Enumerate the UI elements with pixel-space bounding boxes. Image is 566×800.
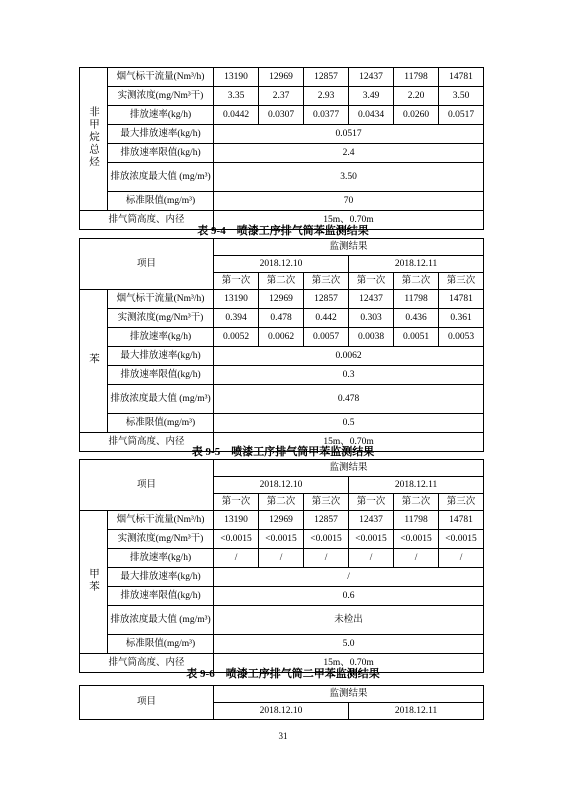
value-cell: 0.0038 (349, 328, 394, 347)
merged-value: 70 (214, 192, 484, 211)
value-cell: 0.0307 (259, 106, 304, 125)
row-label: 最大排放速率(kg/h) (108, 347, 214, 366)
value-cell: / (439, 549, 484, 568)
value-cell: 12857 (304, 290, 349, 309)
value-cell: 0.442 (304, 309, 349, 328)
run-header: 第一次 (214, 494, 259, 511)
row-label: 标准限值(mg/m³) (108, 635, 214, 654)
row-label: 排放浓度最大值 (mg/m³) (108, 385, 214, 414)
row-label: 排放速率(kg/h) (108, 549, 214, 568)
value-cell: 2.20 (394, 87, 439, 106)
run-header: 第一次 (214, 273, 259, 290)
item-header: 项目 (80, 686, 214, 720)
row-label: 排放浓度最大值 (mg/m³) (108, 606, 214, 635)
value-cell: / (259, 549, 304, 568)
merged-value: 0.6 (214, 587, 484, 606)
value-cell: 2.93 (304, 87, 349, 106)
value-cell: 0.0442 (214, 106, 259, 125)
value-cell: 13190 (214, 68, 259, 87)
benzene-table (79, 238, 484, 452)
date-header: 2018.12.11 (349, 477, 484, 494)
run-header: 第二次 (259, 494, 304, 511)
merged-value: 3.50 (214, 163, 484, 192)
value-cell: 14781 (439, 511, 484, 530)
value-cell: 0.0377 (304, 106, 349, 125)
value-cell: 0.303 (349, 309, 394, 328)
value-cell: 3.49 (349, 87, 394, 106)
item-header: 项目 (80, 239, 214, 290)
row-label: 实测浓度(mg/Nm³干) (108, 309, 214, 328)
value-cell: / (394, 549, 439, 568)
merged-value: 0.478 (214, 385, 484, 414)
run-header: 第三次 (304, 273, 349, 290)
date-header: 2018.12.11 (349, 256, 484, 273)
date-header: 2018.12.10 (214, 703, 349, 720)
value-cell: 11798 (394, 68, 439, 87)
footer-label: 排气筒高度、内径 (80, 433, 214, 452)
run-header: 第二次 (394, 273, 439, 290)
merged-value: 0.5 (214, 414, 484, 433)
value-cell: / (349, 549, 394, 568)
value-cell: / (214, 549, 259, 568)
row-label: 排放速率限值(kg/h) (108, 366, 214, 385)
merged-value: 5.0 (214, 635, 484, 654)
results-header: 监测结果 (214, 686, 484, 703)
value-cell: 11798 (394, 290, 439, 309)
value-cell: 3.50 (439, 87, 484, 106)
value-cell: 0.436 (394, 309, 439, 328)
value-cell: <0.0015 (439, 530, 484, 549)
value-cell: 13190 (214, 290, 259, 309)
row-label: 烟气标干流量(Nm³/h) (108, 511, 214, 530)
value-cell: 12969 (259, 511, 304, 530)
value-cell: 14781 (439, 68, 484, 87)
row-label: 烟气标干流量(Nm³/h) (108, 290, 214, 309)
value-cell: 12437 (349, 290, 394, 309)
date-header: 2018.12.11 (349, 703, 484, 720)
row-label: 排放浓度最大值 (mg/m³) (108, 163, 214, 192)
row-label: 实测浓度(mg/Nm³干) (108, 530, 214, 549)
run-header: 第一次 (349, 273, 394, 290)
table-title: 表 9-6 喷漆工序排气筒二甲苯监测结果 (186, 668, 380, 680)
value-cell: 2.37 (259, 87, 304, 106)
value-cell: 0.0051 (394, 328, 439, 347)
merged-value: 0.0062 (214, 347, 484, 366)
page-number: 31 (278, 731, 288, 741)
value-cell: 12857 (304, 511, 349, 530)
row-label: 排放速率限值(kg/h) (108, 587, 214, 606)
value-cell: / (304, 549, 349, 568)
footer-label: 排气筒高度、内径 (80, 211, 214, 230)
category-cell: 苯 (80, 290, 108, 433)
merged-value: 2.4 (214, 144, 484, 163)
run-header: 第三次 (439, 494, 484, 511)
run-header: 第二次 (259, 273, 304, 290)
run-header: 第二次 (394, 494, 439, 511)
value-cell: 12437 (349, 68, 394, 87)
row-label: 最大排放速率(kg/h) (108, 568, 214, 587)
xylene-table (79, 685, 484, 720)
table-title: 表 9-5 喷漆工序排气筒甲苯监测结果 (191, 446, 375, 458)
category-cell: 甲苯 (80, 511, 108, 654)
value-cell: 0.0052 (214, 328, 259, 347)
row-label: 标准限值(mg/m³) (108, 192, 214, 211)
value-cell: 11798 (394, 511, 439, 530)
value-cell: 14781 (439, 290, 484, 309)
row-label: 排放速率(kg/h) (108, 328, 214, 347)
row-label: 最大排放速率(kg/h) (108, 125, 214, 144)
footer-label: 排气筒高度、内径 (80, 654, 214, 673)
row-label: 排放速率限值(kg/h) (108, 144, 214, 163)
run-header: 第三次 (439, 273, 484, 290)
footer-value: 15m、0.70m (214, 211, 484, 230)
merged-value: 0.0517 (214, 125, 484, 144)
value-cell: <0.0015 (394, 530, 439, 549)
merged-value: 未检出 (214, 606, 484, 635)
category-cell: 非甲烷总烃 (80, 68, 108, 211)
value-cell: <0.0015 (304, 530, 349, 549)
value-cell: <0.0015 (214, 530, 259, 549)
value-cell: 0.0260 (394, 106, 439, 125)
value-cell: 0.394 (214, 309, 259, 328)
value-cell: 0.478 (259, 309, 304, 328)
run-header: 第一次 (349, 494, 394, 511)
value-cell: 12969 (259, 290, 304, 309)
value-cell: 0.0062 (259, 328, 304, 347)
value-cell: 13190 (214, 511, 259, 530)
value-cell: 0.0057 (304, 328, 349, 347)
table-title: 表 9-4 喷漆工序排气筒苯监测结果 (197, 225, 369, 237)
merged-value: 0.3 (214, 366, 484, 385)
row-label: 实测浓度(mg/Nm³干) (108, 87, 214, 106)
run-header: 第三次 (304, 494, 349, 511)
value-cell: 0.0517 (439, 106, 484, 125)
row-label: 标准限值(mg/m³) (108, 414, 214, 433)
value-cell: 12969 (259, 68, 304, 87)
results-header: 监测结果 (214, 239, 484, 256)
value-cell: <0.0015 (349, 530, 394, 549)
date-header: 2018.12.10 (214, 256, 349, 273)
non-methane-table (79, 67, 484, 230)
value-cell: 12437 (349, 511, 394, 530)
value-cell: 0.0053 (439, 328, 484, 347)
item-header: 项目 (80, 460, 214, 511)
results-header: 监测结果 (214, 460, 484, 477)
footer-value: 15m、0.70m (214, 654, 484, 673)
merged-value: / (214, 568, 484, 587)
value-cell: 12857 (304, 68, 349, 87)
value-cell: 0.0434 (349, 106, 394, 125)
toluene-table (79, 459, 484, 673)
value-cell: <0.0015 (259, 530, 304, 549)
row-label: 烟气标干流量(Nm³/h) (108, 68, 214, 87)
footer-value: 15m、0.70m (214, 433, 484, 452)
row-label: 排放速率(kg/h) (108, 106, 214, 125)
value-cell: 3.35 (214, 87, 259, 106)
date-header: 2018.12.10 (214, 477, 349, 494)
value-cell: 0.361 (439, 309, 484, 328)
